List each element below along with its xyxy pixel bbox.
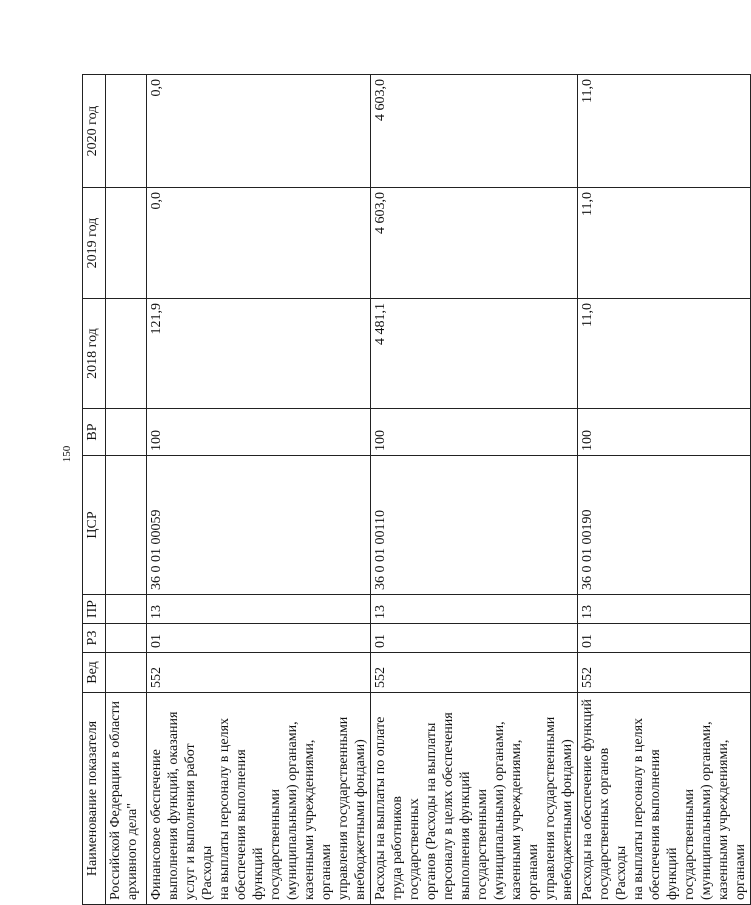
header-pr: ПР xyxy=(83,595,106,624)
row-csr: 36 0 01 00059 xyxy=(147,456,371,595)
row-2019: 11,0 xyxy=(578,188,751,299)
row-csr: 36 0 01 00190 xyxy=(578,456,751,595)
row-2020 xyxy=(106,75,147,188)
row-2020: 11,0 xyxy=(578,75,751,188)
row-pr: 13 xyxy=(371,595,578,624)
row-2019 xyxy=(106,188,147,299)
row-name: Расходы на выплаты по оплате труда работников государственных органов (Расходы на выплаты персоналу в целях обеспечения выполнения функций государственными (муниципальными) органами, казенными учреждениями, органами управления государственными внебюджетными фондами) xyxy=(371,693,578,905)
row-ved xyxy=(106,653,147,693)
row-rz: 01 xyxy=(578,624,751,653)
row-2018: 4 481,1 xyxy=(371,299,578,409)
row-name: Финансовое обеспечение выполнения функций, оказания услуг и выполнения работ (Расходы на выплаты персоналу в целях обеспечения выполнения функций государственными (муниципальными) органами, казенными учреждениями, органами управления государственными внебюджетными фондами) xyxy=(147,693,371,905)
row-csr: 36 0 01 00110 xyxy=(371,456,578,595)
header-name: Наименование показателя xyxy=(83,693,106,905)
row-pr: 13 xyxy=(147,595,371,624)
row-vr: 100 xyxy=(147,409,371,456)
row-ved: 552 xyxy=(371,653,578,693)
header-vr: ВР xyxy=(83,409,106,456)
table-row xyxy=(147,75,371,905)
row-pr xyxy=(106,595,147,624)
budget-table xyxy=(82,74,751,905)
table-row xyxy=(578,75,751,905)
header-csr: ЦСР xyxy=(83,456,106,595)
row-2019: 0,0 xyxy=(147,188,371,299)
row-name: Российской Федерации в области архивного дела" xyxy=(106,693,147,905)
row-ved: 552 xyxy=(147,653,371,693)
row-2019: 4 603,0 xyxy=(371,188,578,299)
table-container xyxy=(82,75,748,905)
row-vr xyxy=(106,409,147,456)
table-row xyxy=(106,75,147,905)
row-2020: 4 603,0 xyxy=(371,75,578,188)
rotated-table-frame xyxy=(82,75,748,905)
header-2018: 2018 год xyxy=(83,299,106,409)
header-2019: 2019 год xyxy=(83,188,106,299)
table-row xyxy=(371,75,578,905)
row-rz xyxy=(106,624,147,653)
row-csr xyxy=(106,456,147,595)
row-rz: 01 xyxy=(371,624,578,653)
header-rz: РЗ xyxy=(83,624,106,653)
row-vr: 100 xyxy=(371,409,578,456)
header-ved: Вед xyxy=(83,653,106,693)
row-2020: 0,0 xyxy=(147,75,371,188)
row-name: Расходы на обеспечение функций государственных органов (Расходы на выплаты персоналу в целях обеспечения выполнения функций государственными (муниципальными) органами, казенными учреждениями, органами xyxy=(578,693,751,905)
row-pr: 13 xyxy=(578,595,751,624)
row-ved: 552 xyxy=(578,653,751,693)
page-number: 150 xyxy=(61,445,73,463)
row-vr: 100 xyxy=(578,409,751,456)
row-2018: 121,9 xyxy=(147,299,371,409)
row-rz: 01 xyxy=(147,624,371,653)
table-header-row xyxy=(83,75,106,905)
row-2018: 11,0 xyxy=(578,299,751,409)
header-2020: 2020 год xyxy=(83,75,106,188)
row-2018 xyxy=(106,299,147,409)
